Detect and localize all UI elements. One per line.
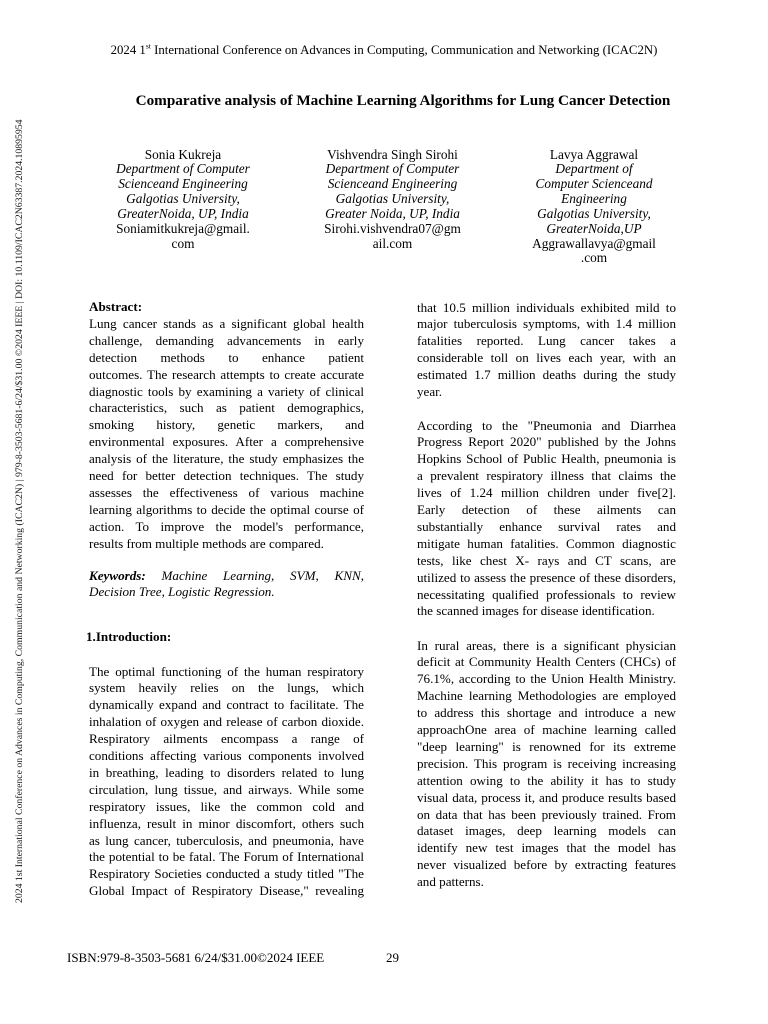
paragraph-line: In rural areas, there is a significant physician [417, 637, 676, 653]
introduction-line: Respiratory ailments encompass a range of [89, 731, 364, 747]
ordinal-suffix: st [145, 41, 151, 51]
paragraph-line: "deep learning" is renowned for its extreme [417, 738, 676, 754]
affiliation-line: GreaterNoida, UP, India [117, 205, 249, 221]
abstract-line: results from multiple methods are compared. [89, 535, 324, 551]
introduction-heading: 1.Introduction: [86, 628, 172, 644]
paragraph-line: identify new test images that the model has [417, 840, 676, 856]
affiliation-line: Department of [555, 161, 633, 177]
introduction-line: inhalation of oxygen and release of carbon dioxide. [89, 714, 364, 730]
author-affiliation [293, 162, 493, 221]
page-number: 29 [386, 950, 399, 965]
author-3 [494, 148, 694, 267]
introduction-line: Respiratory Societies conducted a study titled "The [89, 866, 364, 882]
affiliation-line: Greater Noida, UP, India [325, 205, 460, 221]
paper-title: Comparative analysis of Machine Learning Algorithms for Lung Cancer Detection [135, 92, 671, 109]
introduction-line: conditions affecting various components involved [89, 748, 364, 764]
paragraph-line: tests, like chest X- rays and CT scans, are [417, 552, 676, 568]
paragraph-line: the scanned images for disease identification. [417, 603, 655, 619]
paragraph-rural-areas [417, 638, 676, 892]
email-line: Soniamitkukreja@gmail. [116, 220, 250, 236]
paragraph-line: 76.1%, according to the Union Health Ministry. [417, 671, 676, 687]
affiliation-line: Department of Computer [116, 161, 250, 177]
side-copyright-note: 2024 1st International Conference on Advances in Computing, Communication and Networking (ICAC2N) | 979-8-3503-5681-6/24/$31.00 ©2024 IEEE | DOI: 10.1109/ICAC2N63387.2024.10895954 [14, 119, 25, 903]
abstract-line: characteristics, such as patient demographics, [89, 400, 364, 416]
affiliation-line: Scienceand Engineering [327, 176, 458, 192]
abstract-line: assesses the effectiveness of various machine [89, 484, 364, 500]
paragraph-line: precision. This program is receiving increasing [417, 755, 676, 771]
abstract-line: diagnostic tools by examining a variety of clinical [89, 383, 364, 399]
keywords-text: Machine Learning, SVM, KNN, [161, 567, 364, 583]
paragraph-line: fatalities reported. Lung cancer takes a [417, 333, 676, 349]
author-affiliation [494, 162, 694, 236]
paragraph-line: approachOne area of machine learning called [417, 722, 676, 738]
abstract-line: need for better detection techniques. The study [89, 468, 364, 484]
affiliation-line: Galgotias University, [537, 205, 651, 221]
introduction-line: in breathing, leading to disorders related to lung [89, 764, 364, 780]
conference-header [0, 42, 768, 58]
footer-isbn: ISBN:979-8-3503-5681 6/24/$31.00©2024 IEEE [67, 950, 325, 965]
keywords-line [89, 584, 364, 601]
abstract-line: learning algorithms to decide the optimal course of [89, 501, 364, 517]
conference-header-rest: International Conference on Advances in Computing, Communication and Networking (ICAC2N) [150, 43, 658, 57]
paragraph-line: deficit at Community Health Centers (CHCs) of [417, 654, 676, 670]
author-2 [293, 148, 493, 252]
paragraph-line: substantially enhance survival rates and [417, 518, 676, 534]
abstract-line: analysis of the literature, the study emphasizes the [89, 451, 364, 467]
paragraph-line: major tuberculosis symptoms, with 1.4 million [417, 316, 676, 332]
paragraph-line: considerable toll on lives each year, with an [417, 350, 676, 366]
introduction-line: influenza, result in minor discomfort, others such [89, 815, 364, 831]
author-email [293, 222, 493, 252]
email-line: Sirohi.vishvendra07@gm [324, 220, 461, 236]
paragraph-line: to address this shortage and introduce a new [417, 705, 676, 721]
paragraph-line: Early detection of these ailments can [417, 502, 676, 518]
paragraph-line: Progress Report 2020" published by the Johns [417, 434, 676, 450]
email-line: ail.com [372, 235, 413, 251]
paragraph-line: a prevalent respiratory illness that claims the [417, 468, 676, 484]
email-line: com [171, 235, 195, 251]
paragraph-line: utilized to assess the presence of these disorders, [417, 569, 676, 585]
introduction-line: respiratory issues, like the common cold and [89, 798, 364, 814]
abstract-body [89, 316, 364, 553]
paragraph-line: on data that has been previously trained. From [417, 806, 676, 822]
paragraph-line: estimated 1.7 million deaths during the study [417, 367, 676, 383]
introduction-line: circulation, lung tissue, and airways. While some [89, 781, 364, 797]
paragraph-line: mitigate human fatalities. Common diagnostic [417, 535, 676, 551]
keywords-text: Decision Tree, Logistic Regression. [89, 584, 275, 600]
affiliation-line: Scienceand Engineering [118, 176, 248, 192]
paragraph-line: According to the "Pneumonia and Diarrhea [417, 417, 676, 433]
author-1 [83, 148, 283, 252]
introduction-line: Global Impact of Respiratory Disease," revealing [89, 883, 364, 899]
author-email [83, 222, 283, 252]
paragraph-line: attention owing to the ability it has to study [417, 772, 676, 788]
paragraph-line: Machine learning Methodologies are employed [417, 688, 676, 704]
author-name: Lavya Aggrawal [549, 146, 639, 162]
abstract-line: outcomes. The research attempts to create accurate [89, 366, 364, 382]
author-name: Sonia Kukreja [144, 146, 222, 162]
author-affiliation [83, 162, 283, 221]
abstract-line: detection methods to enhance patient [89, 349, 364, 365]
keywords [89, 568, 364, 602]
introduction-line: the potential to be fatal. The Forum of International [89, 849, 364, 865]
keywords-line [89, 568, 364, 585]
paragraph-line: never visualized before by extracting features [417, 857, 676, 873]
introduction-body-left [89, 664, 364, 901]
abstract-section [89, 299, 364, 553]
paragraph-line: that 10.5 million individuals exhibited mild to [417, 299, 676, 315]
email-line: .com [580, 250, 608, 266]
affiliation-line: Galgotias University, [335, 191, 450, 207]
paragraph-line: visual data, process it, and produce results based [417, 789, 676, 805]
abstract-line: challenge, demanding advancements in early [89, 332, 364, 348]
introduction-line: The optimal functioning of the human respiratory [89, 663, 364, 679]
abstract-line: environmental exposures. After a comprehensive [89, 434, 364, 450]
author-email [494, 237, 694, 267]
paragraph-line: Hopkins School of Public Health, pneumonia is [417, 451, 676, 467]
paragraph-line: lives of 1.24 million children under five[2]. [417, 485, 676, 501]
affiliation-line: GreaterNoida,UP [546, 220, 642, 236]
abstract-line: action. To improve the model's performance, [89, 518, 364, 534]
email-line: Aggrawallavya@gmail [532, 235, 656, 251]
affiliation-line: Department of Computer [325, 161, 460, 177]
abstract-line: smoking history, genetic markers, and [89, 417, 364, 433]
author-name: Vishvendra Singh Sirohi [327, 146, 458, 162]
affiliation-line: Galgotias University, [126, 191, 240, 207]
keywords-label: Keywords: [89, 567, 146, 583]
paragraph-pneumonia [417, 418, 676, 621]
abstract-heading: Abstract: [89, 299, 143, 314]
affiliation-line: Computer Scienceand [535, 176, 653, 192]
introduction-line: dynamically expand and contract to facilitate. The [89, 697, 364, 713]
paragraph-tuberculosis [417, 300, 676, 401]
paragraph-line: dataset images, deep learning models can [417, 823, 676, 839]
introduction-line: as lung cancer, tuberculosis, and pneumonia, have [89, 832, 364, 848]
paragraph-line: necessitating qualified professionals to review [417, 586, 676, 602]
abstract-line: Lung cancer stands as a significant global health [89, 315, 364, 331]
affiliation-line: Engineering [561, 191, 627, 207]
introduction-line: system heavily relies on the lungs, which [89, 680, 364, 696]
conference-header-prefix: 2024 1 [110, 43, 146, 57]
paragraph-line: and patterns. [417, 874, 484, 890]
paragraph-line: year. [417, 384, 443, 400]
